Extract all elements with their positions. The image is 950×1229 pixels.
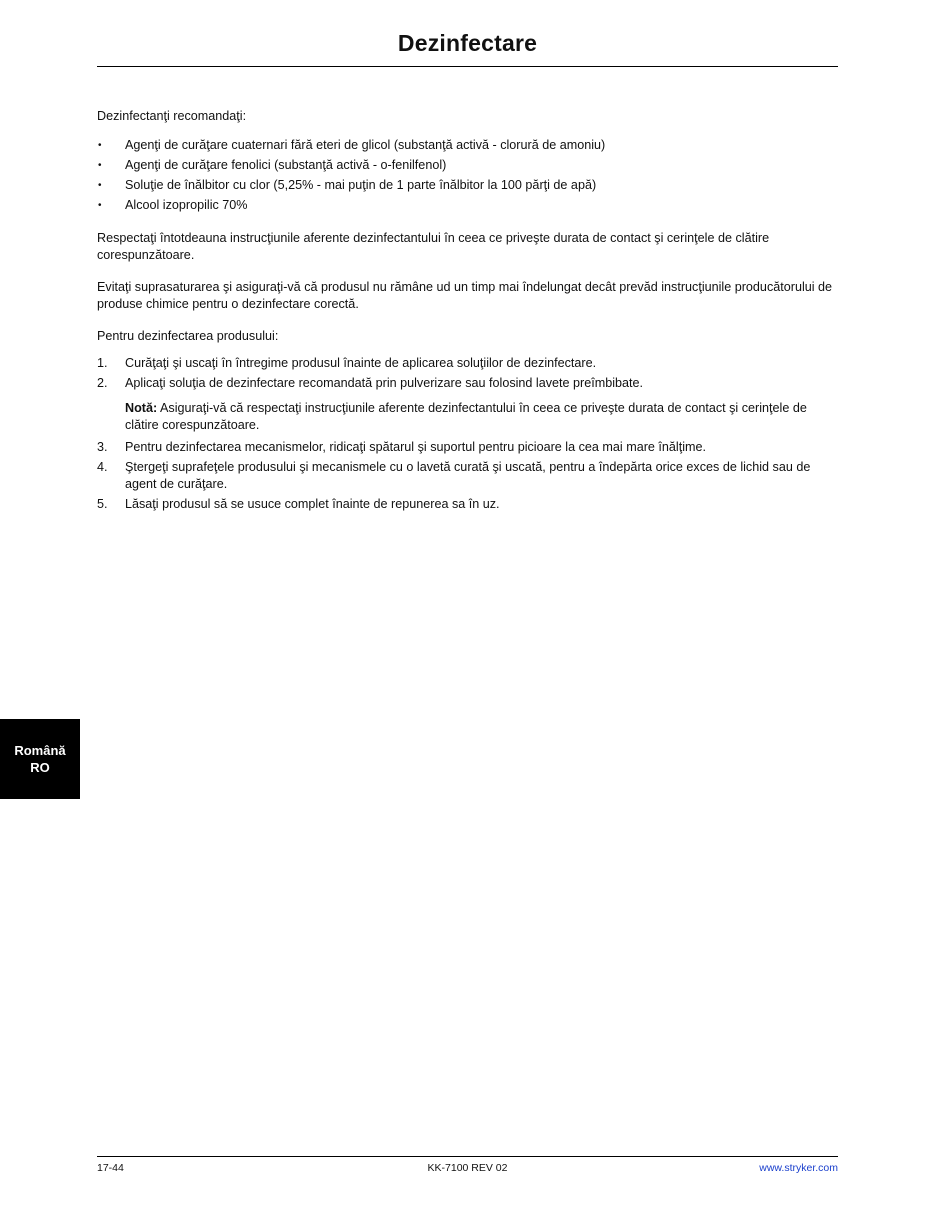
list-item: • Soluţie de înălbitor cu clor (5,25% - mai puţin de 1 parte înălbitor la 100 părţi de apă): [98, 178, 597, 192]
intro-text: Dezinfectanţi recomandaţi:: [97, 109, 247, 123]
note-text: Asiguraţi-vă că respectaţi instrucţiunile aferente dezinfectantului în ceea ce priveşte durata de contact şi cerinţele de clătire corespunzătoare.: [125, 401, 807, 432]
language-tab: [0, 719, 80, 799]
step-item: 3. Pentru dezinfectarea mecanismelor, ridicaţi spătarul şi suportul pentru picioare la cea mai mare înălţime.: [97, 440, 706, 454]
bullet-icon: •: [98, 140, 102, 151]
list-item: • Agenţi de curăţare fenolici (substanţă activă - o-fenilfenol): [98, 158, 447, 172]
bullet-icon: •: [98, 200, 102, 211]
website-link[interactable]: www.stryker.com: [759, 1162, 838, 1174]
bullet-icon: •: [98, 180, 102, 191]
list-item: • Alcool izopropilic 70%: [98, 198, 248, 212]
main-content: [97, 108, 838, 516]
page-number: 17-44: [97, 1162, 124, 1174]
list-item: • Agenţi de curăţare cuaternari fără eteri de glicol (substanţă activă - clorură de amoniu): [98, 138, 606, 152]
procedure-steps: [97, 355, 838, 513]
footer-divider: [97, 1156, 838, 1157]
note: [125, 400, 838, 434]
disinfectant-list: [97, 137, 838, 214]
note-label: Notă:: [125, 401, 158, 415]
step-item: 4. Ştergeţi suprafeţele produsului şi mecanismele cu o lavetă curată şi uscată, pentru a îndepărta orice exces de lichid sau de agent de curăţare.: [97, 460, 811, 491]
page-title: Dezinfectare: [397, 30, 538, 56]
step-item: 5. Lăsaţi produsul să se usuce complet înainte de repunerea sa în uz.: [97, 497, 500, 511]
step-item: 2. Aplicaţi soluţia de dezinfectare recomandată prin pulverizare sau folosind lavete preîmbibate.: [97, 376, 644, 390]
language-code: RO: [30, 760, 50, 775]
saturation-paragraph: Evitaţi suprasaturarea şi asiguraţi-vă că produsul nu rămâne ud un timp mai îndelungat decât prevăd instrucţiunile producătorului de produse chimice pentru o dezinfectare corectă.: [97, 280, 833, 311]
instructions-paragraph: Respectaţi întotdeauna instrucţiunile aferente dezinfectantului în ceea ce priveşte durata de contact şi cerinţele de clătire corespunzătoare.: [97, 231, 770, 262]
document-id: KK-7100 REV 02: [427, 1162, 508, 1174]
bullet-icon: •: [98, 160, 102, 171]
step-item: 1. Curăţaţi şi uscaţi în întregime produsul înainte de aplicarea soluţiilor de dezinfectare.: [97, 356, 597, 370]
title-divider: [97, 66, 838, 67]
language-name: Română: [14, 743, 66, 758]
procedure-intro: Pentru dezinfectarea produsului:: [97, 329, 279, 343]
